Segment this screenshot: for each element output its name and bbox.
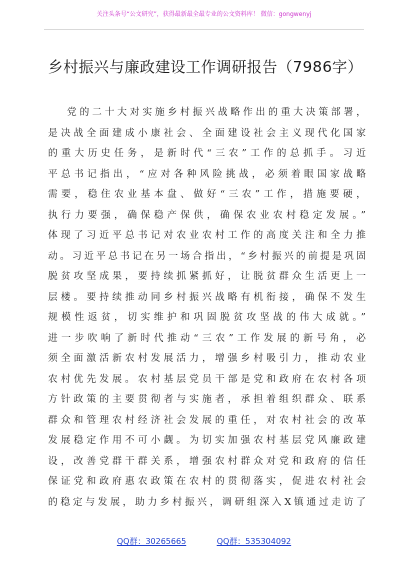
footer-qq-group-1[interactable]: QQ群：30265665 [116,537,187,546]
header-banner: 关注头条号“公文研究”，获得最新最全最专业的公文资料库！ 微信：gongwenyj [96,11,312,18]
body-line: 农村优先发展。农村基层党员干部是党和政府在农村各项 [48,373,366,385]
body-line: 层楼。要持续推动同乡村振兴战略有机衔接，确保不发生 [48,291,366,303]
body-line: 动。习近平总书记在另一场合指出，“乡村振兴的前提是巩固 [48,250,366,262]
document-body [48,103,366,513]
body-line: 方针政策的主要贯彻者与实施者，承担着组织群众、联系 [48,394,366,405]
document-title: 乡村振兴与廉政建设工作调研报告（7986字） [48,58,363,76]
footer-contact [0,536,408,548]
body-line: 规模性返贫，切实维护和巩固脱贫攻坚战的伟大成就。” [48,312,366,323]
footer-qq-group-2[interactable]: QQ群：535304092 [216,537,292,546]
body-line: 须全面激活新农村发展活力，增强乡村吸引力，推动农业 [48,353,366,364]
body-line: 体现了习近平总书记对农业农村工作的高度关注和全力推 [48,230,366,241]
body-line: 的稳定与发展，助力乡村振兴，调研组深入X镇通过走访了 [48,496,366,508]
body-line: 是决战全面建成小康社会、全面建设社会主义现代化国家 [48,127,366,139]
body-line: 需要，稳住农业基本盘、做好“三农”工作，措施要硬， [48,189,366,200]
body-line: 脱贫攻坚成果，要持续抓紧抓好，让脱贫群众生活更上一 [48,271,366,282]
body-line: 进一步吹响了新时代推动“三农”工作发展的新号角，必 [48,332,366,344]
body-line: 的重大历史任务，是新时代“三农”工作的总抓手。习近 [48,148,366,159]
header-divider [44,29,364,30]
body-line: 执行力要强，确保稳产保供，确保农业农村稳定发展。” [48,209,366,221]
body-line: 发展稳定作用不可小觑。为切实加强农村基层党风廉政建 [48,435,366,446]
body-line: 党的二十大对实施乡村振兴战略作出的重大决策部署， [67,107,366,118]
body-line: 保证党和政府惠农政策在农村的贯彻落实，促进农村社会 [48,476,366,487]
body-line: 设，改善党群干群关系，增强农村群众对党和政府的信任 [48,455,366,467]
body-line: 平总书记指出，“应对各种风险挑战，必须着眼国家战略 [48,168,366,180]
body-line: 群众和管理农村经济社会发展的重任，对农村社会的改革 [48,414,366,426]
